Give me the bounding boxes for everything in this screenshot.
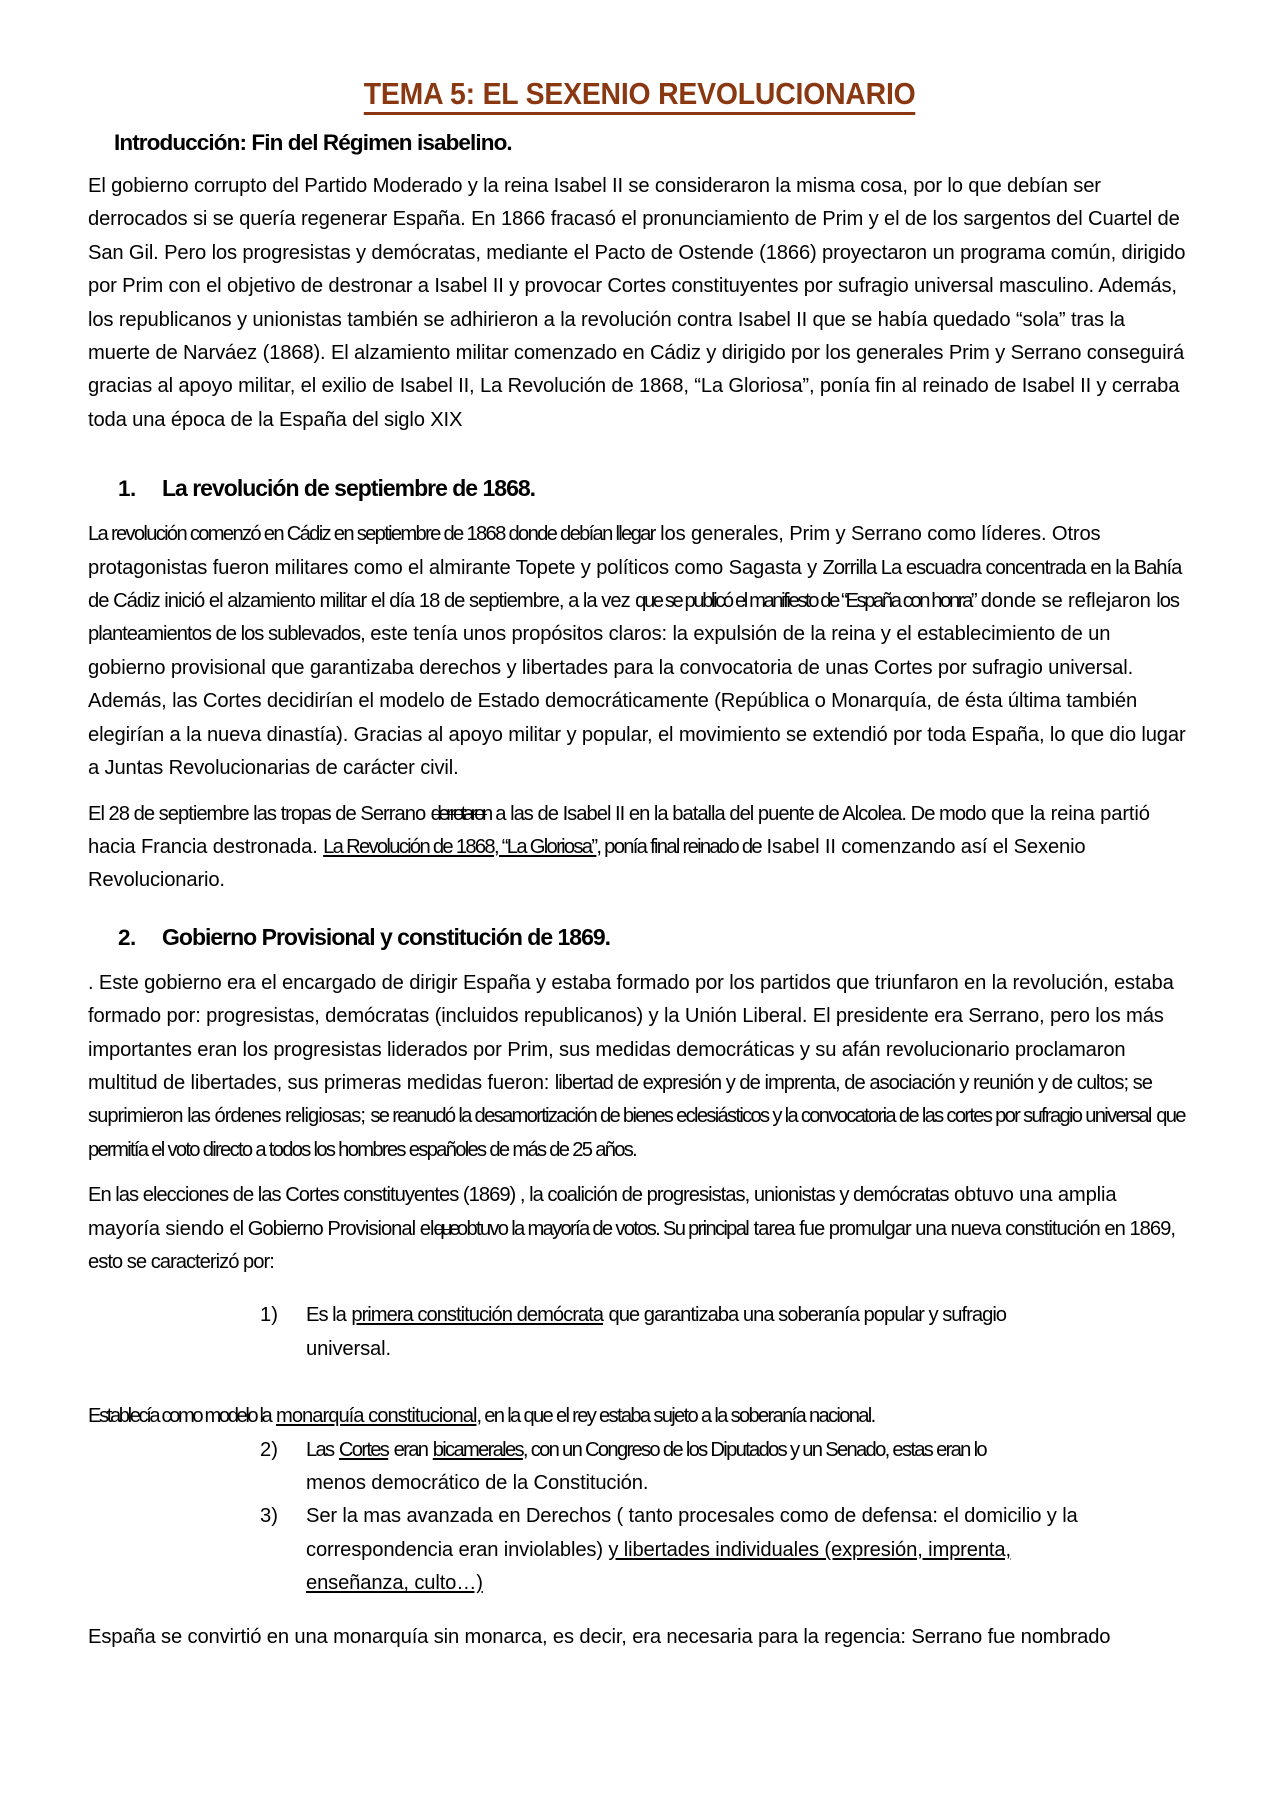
- section-1-title: La revolución de septiembre de 1868.: [162, 475, 536, 502]
- note-underlined: monarquía constitucional: [276, 1405, 477, 1428]
- spacer: [88, 786, 1192, 798]
- list-item: [260, 1500, 1192, 1600]
- s1p1-d: Zorrilla La escuadra concentrada en la Bahía de Cádiz inició el alzamiento militar el día 18 de septiembre, a la vez: [88, 556, 1182, 613]
- li3-underlined: y libertades individuales (expresión, imprenta,: [608, 1538, 1011, 1561]
- s1p2-d: , ponía final reinado de: [596, 835, 761, 858]
- list-text-1: [306, 1299, 1192, 1366]
- li2-mid: eran: [393, 1438, 428, 1461]
- note-b: , en la que el rey estaba sujeto a la soberanía nacional.: [476, 1405, 875, 1428]
- closing-paragraph: España se convirtió en una monarquía sin monarca, es decir, era necesaria para la regencia: Serrano fue nombrado: [88, 1625, 1111, 1648]
- li2-underlined: Cortes: [338, 1438, 389, 1461]
- spacer: [88, 1167, 1192, 1179]
- s2p2-a: En las elecciones de las Cortes constituyentes (1869) , la coalición de progresistas, unionistas y demócratas: [88, 1184, 949, 1207]
- spacer: [88, 1366, 1192, 1400]
- s1p1-b: los generales, Prim y Serrano: [660, 523, 922, 546]
- s2p2-overlap: que: [433, 1217, 457, 1240]
- s1p1-c: como líderes. Otros protagonistas fueron militares como el almirante Topete y políticos como Sagasta y: [88, 523, 1101, 579]
- page-title: [88, 78, 1192, 115]
- li2-line2: menos democrático de la Constitución.: [306, 1472, 649, 1495]
- list-text-2: [306, 1434, 1192, 1501]
- section-2-paragraph-2: [88, 1179, 1192, 1279]
- s1p2-a: El 28 de septiembre las tropas de Serrano: [88, 802, 426, 825]
- li2-underlined-2: bicamerales: [432, 1438, 523, 1461]
- s2p2-e: obtuvo la mayoría de votos. Su principal: [456, 1217, 749, 1240]
- s1p2-c: que la reina partió hacia Francia destronada.: [88, 802, 1150, 858]
- spacer: [88, 1279, 1192, 1299]
- list-item: [260, 1299, 1192, 1366]
- s1p2-b: a las de Isabel II en la batalla del puente de Alcolea. De modo: [495, 802, 986, 825]
- s2p2-f: tarea fue promulgar una nueva constitución en 1869, esto se caracterizó por:: [88, 1217, 1175, 1273]
- s1p2-underlined: La Revolución de 1868, “La Gloriosa”: [323, 835, 597, 858]
- s2p1-a: . Este gobierno era el encargado de dirigir España y estaba formado por los partidos que triunfaron en la revolución, estaba formado por: progresistas, demócratas (incluidos republicanos) y la Unión Liberal. El presidente era Serrano, pero los más importantes eran los progresistas liderados por Prim, sus medidas democráticas y su afán revolucionario proclamaron multitud de libertades, sus primeras medidas fueron:: [88, 971, 1174, 1094]
- li3-line3: enseñanza, culto…): [306, 1572, 483, 1595]
- s2p1-b: libertad de expresión y de imprenta, de asociación y reunión y de cultos; se suprimieron las órdenes religiosas;: [88, 1071, 1153, 1128]
- s2p2-b: obtuvo una amplia mayoría siendo: [88, 1184, 1117, 1240]
- s1p1-e: que se publicó el manifiesto de “España con honra”: [635, 590, 976, 613]
- page-title-text: TEMA 5: EL SEXENIO REVOLUCIONARIO: [364, 78, 916, 115]
- section-2-title: Gobierno Provisional y constitución de 1869.: [162, 923, 611, 950]
- section-1-number: 1.: [118, 476, 136, 502]
- li2-pre: Las: [306, 1438, 334, 1461]
- note-a: Establecía como modelo la: [88, 1405, 271, 1428]
- s1p1-h: este tenía unos propósitos claros: la expulsión de la reina y el establecimiento de un gobierno provisional que garantizaba derechos y libertades para la convocatoria de unas Cortes por sufragio universal. Además, las Cortes decidirían el modelo de Estado democráticamente (República o Monarquía, de ésta última también elegirían a la nueva dinastía). Gracias al apoyo militar y popular, el movimiento se extendió por toda España, lo que dio lugar a Juntas Revolucionarias de carácter civil.: [88, 623, 1186, 780]
- s1p2-strikethrough: derrotaron: [430, 802, 490, 825]
- section-1-paragraph-2: [88, 798, 1192, 898]
- section-1-paragraph-1: [88, 518, 1192, 785]
- li1-post: que garantizaba una soberanía popular y sufragio: [608, 1304, 1007, 1327]
- list-text-3: [306, 1500, 1192, 1600]
- s2p2-c: el Gobierno Provisional el: [229, 1217, 434, 1240]
- section-2-number: 2.: [118, 924, 136, 950]
- s1p1-a: La revolución comenzó en Cádiz en septiembre de 1868 donde debían llegar: [88, 523, 655, 546]
- monarchy-model-note: [88, 1400, 1192, 1433]
- intro-heading: Introducción: Fin del Régimen isabelino.: [114, 130, 512, 156]
- li1-underlined: primera constitución demócrata: [351, 1304, 603, 1327]
- s1p1-f: donde se reflejaron: [980, 590, 1151, 613]
- section-2-heading: [88, 924, 1192, 951]
- li2-post: , con un Congreso de los Diputados y un Senado, estas eran lo: [522, 1438, 986, 1461]
- s1p2-e: Isabel II comenzando así el Sexenio Revolucionario.: [88, 835, 1086, 892]
- list-marker-3: 3): [260, 1505, 278, 1528]
- li3-pre: Ser la mas avanzada en Derechos ( tanto procesales como de defensa: el domicilio y la: [306, 1505, 1078, 1528]
- s2p1-c: se reanudó la desamortización de bienes eclesiásticos y la convocatoria de las cortes por sufragio universal: [370, 1105, 1151, 1128]
- section-1-heading: [88, 475, 1192, 502]
- li3-line2: correspondencia eran inviolables): [306, 1538, 603, 1561]
- s1p1-g: los planteamientos de los sublevados,: [88, 590, 1180, 646]
- intro-paragraph: El gobierno corrupto del Partido Moderado y la reina Isabel II se consideraron la misma cosa, por lo que debían ser derrocados si se quería regenerar España. En 1866 fracasó el pronunciamiento de Prim y el de los sargentos del Cuartel de San Gil. Pero los progresistas y demócratas, mediante el Pacto de Ostende (1866) proyectaron un programa común, dirigido por Prim con el objetivo de destronar a Isabel II y provocar Cortes constituyentes por sufragio universal masculino. Además, los republicanos y unionistas también se adhirieron a la revolución contra Isabel II que se había quedado “sola” tras la muerte de Narváez (1868). El alzamiento militar comenzado en Cádiz y dirigido por los generales Prim y Serrano conseguirá gracias al apoyo militar, el exilio de Isabel II, La Revolución de 1868, “La Gloriosa”, ponía fin al reinado de Isabel II y cerraba toda una época de la España del siglo XIX: [88, 175, 1186, 431]
- list-item: [260, 1434, 1192, 1501]
- list-marker-2: 2): [260, 1438, 278, 1461]
- list-marker-1: 1): [260, 1304, 278, 1327]
- li1-line2: universal.: [306, 1337, 391, 1360]
- spacer: [88, 437, 1192, 449]
- section-2-paragraph-1: [88, 967, 1192, 1167]
- spacer: [88, 1601, 1192, 1621]
- constitution-feature-list: [88, 1299, 1192, 1600]
- li1-pre: Es la: [306, 1304, 346, 1327]
- s2p1-d: que permitía el voto directo a todos los hombres españoles de más de 25 años.: [88, 1105, 1185, 1161]
